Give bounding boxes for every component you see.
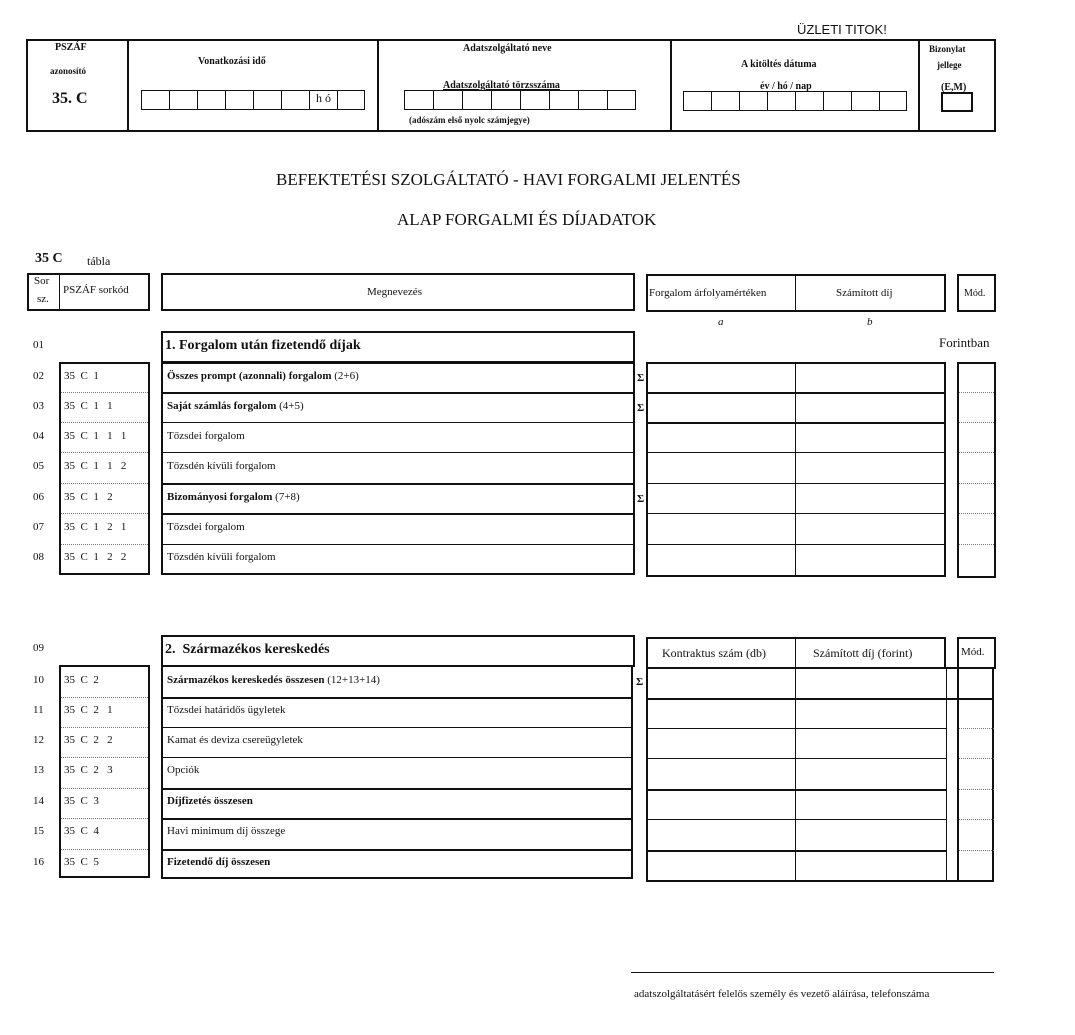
signature-label: adatszolgáltatásért felelős személy és vezető aláírása, telefonszáma — [634, 988, 930, 1000]
s2-line — [646, 819, 946, 820]
sigma-icon: Σ — [637, 372, 645, 384]
header-divider-3 — [670, 40, 672, 131]
col-sorkod: PSZÁF sorkód — [63, 284, 129, 296]
s2-line — [646, 789, 946, 791]
fill-date-label: A kitöltés dátuma — [741, 59, 817, 70]
unit-label: Forintban — [939, 335, 990, 350]
s1-code-dots — [61, 513, 148, 514]
row-code: 35 C 3 — [64, 795, 99, 807]
row-name: Opciók — [167, 764, 200, 776]
row-code: 35 C 1 2 1 — [64, 521, 127, 533]
signature-line — [631, 972, 994, 973]
s1-mod-frame — [957, 362, 996, 578]
s2-line — [161, 727, 633, 728]
provider-reg-field[interactable] — [404, 90, 636, 110]
s2-mod-dots — [959, 789, 994, 790]
s2-col-a: Kontraktus szám (db) — [662, 646, 766, 660]
row-name: Tőzsdei forgalom — [167, 430, 245, 442]
sigma-icon: Σ — [637, 402, 645, 414]
row-no: 11 — [33, 704, 44, 716]
col-a: Forgalom árfolyamértéken — [649, 287, 767, 299]
sigma-icon: Σ — [637, 493, 645, 505]
row-no-09: 09 — [33, 642, 44, 654]
provider-name-label: Adatszolgáltató neve — [463, 43, 552, 54]
doc-type-field[interactable] — [941, 92, 973, 112]
col-mod: Mód. — [964, 288, 986, 299]
row-code: 35 C 1 2 2 — [64, 551, 127, 563]
row-no: 13 — [33, 764, 44, 776]
row-no: 16 — [33, 856, 44, 868]
s2-line — [161, 849, 633, 851]
row-name: Bizományosi forgalom (7+8) — [167, 491, 300, 503]
row-code: 35 C 5 — [64, 856, 99, 868]
s1-mod-dots — [959, 422, 994, 423]
s2-col-head-divider — [795, 637, 796, 669]
fill-date-field[interactable] — [683, 91, 907, 111]
s2-mod-dots — [959, 728, 994, 729]
fill-date-format: év / hó / nap — [760, 81, 812, 92]
row-no: 03 — [33, 400, 44, 412]
row-code: 35 C 1 1 — [64, 400, 113, 412]
pszaf-sub: azonosító — [50, 66, 86, 76]
header-divider-1 — [127, 40, 129, 131]
s1-line — [161, 513, 635, 515]
table-code-suffix: tábla — [87, 254, 111, 268]
s2-code-dots — [61, 788, 148, 789]
sigma-icon: Σ — [636, 676, 644, 688]
row-code: 35 C 2 2 — [64, 734, 113, 746]
row-no: 10 — [33, 674, 44, 686]
s1-line — [161, 452, 635, 453]
s2-code-dots — [61, 697, 148, 698]
s1-line — [646, 544, 946, 545]
col-megnevezes: Megnevezés — [367, 286, 422, 298]
provider-reg-note: (adószám első nyolc számjegye) — [409, 115, 530, 125]
s2-code-dots — [61, 818, 148, 819]
header-divider-2 — [377, 40, 379, 131]
row-code: 35 C 1 1 1 — [64, 430, 127, 442]
row-name: Tőzsdén kívüli forgalom — [167, 551, 276, 563]
section1-title: 1. Forgalom után fizetendő díjak — [165, 338, 361, 353]
row-name: Tőzsdei határidős ügyletek — [167, 704, 286, 716]
s1-line — [646, 392, 946, 394]
s2-code-dots — [61, 757, 148, 758]
col-head-values-divider — [795, 274, 796, 312]
col-head-left-divider — [59, 273, 60, 311]
row-no: 14 — [33, 795, 44, 807]
col-sor2: sz. — [37, 293, 49, 305]
row-name: Tőzsdei forgalom — [167, 521, 245, 533]
pszaf-label: PSZÁF — [55, 42, 87, 53]
s1-line — [161, 483, 635, 485]
row-name: Díjfizetés összesen — [167, 795, 253, 807]
s1-mod-dots — [959, 452, 994, 453]
header-divider-4 — [918, 40, 920, 131]
table-code: 35 C — [35, 251, 63, 266]
s2-line — [161, 788, 633, 790]
row-name: Fizetendő díj összesen — [167, 856, 271, 868]
s2-line — [646, 850, 946, 852]
s1-mod-dots — [959, 513, 994, 514]
provider-reg-label: Adatszolgáltató törzsszáma — [443, 80, 560, 91]
row-name: Összes prompt (azonnali) forgalom (2+6) — [167, 370, 359, 382]
s1-line — [161, 544, 635, 545]
row-no: 02 — [33, 370, 44, 382]
col-sor: Sor — [34, 275, 50, 287]
row-name: Tőzsdén kívüli forgalom — [167, 460, 276, 472]
confidential-label: ÜZLETI TITOK! — [797, 22, 887, 37]
s2-line — [161, 697, 633, 699]
s1-mod-dots — [959, 544, 994, 545]
row-code: 35 C 1 — [64, 370, 99, 382]
letter-a: a — [718, 316, 724, 328]
s1-line — [646, 452, 946, 453]
s2-line — [646, 698, 994, 700]
s1-code-dots — [61, 392, 148, 393]
row-name: Saját számlás forgalom (4+5) — [167, 400, 304, 412]
page-title: BEFEKTETÉSI SZOLGÁLTATÓ - HAVI FORGALMI JELENTÉS — [276, 170, 741, 189]
s1-mod-dots — [959, 483, 994, 484]
s2-line — [646, 758, 946, 759]
s2-col-mod: Mód. — [961, 646, 985, 658]
doc-type-label2: jellege — [937, 60, 962, 70]
row-no: 15 — [33, 825, 44, 837]
letter-b: b — [867, 316, 873, 328]
s1-line — [646, 422, 946, 424]
period-label: Vonatkozási idő — [198, 56, 266, 67]
row-no: 08 — [33, 551, 44, 563]
s2-code-dots — [61, 727, 148, 728]
row-no: 04 — [33, 430, 44, 442]
row-code: 35 C 4 — [64, 825, 99, 837]
s1-line — [646, 483, 946, 484]
row-no-01: 01 — [33, 339, 44, 351]
s1-code-dots — [61, 422, 148, 423]
s2-code-dots — [61, 849, 148, 850]
doc-type-values: (E,M) — [941, 82, 967, 93]
col-b: Számított díj — [836, 287, 893, 299]
row-code: 35 C 2 1 — [64, 704, 113, 716]
row-code: 35 C 2 — [64, 674, 99, 686]
s2-mod-dots — [959, 850, 994, 851]
s1-line — [161, 392, 635, 394]
row-no: 05 — [33, 460, 44, 472]
s2-mod-dots — [959, 758, 994, 759]
section2-title: 2. Származékos kereskedés — [165, 642, 330, 657]
row-code: 35 C 2 3 — [64, 764, 113, 776]
s2-mod-dots — [959, 819, 994, 820]
s2-col-b: Számított díj (forint) — [813, 646, 913, 660]
row-no: 07 — [33, 521, 44, 533]
s2-line — [161, 818, 633, 820]
row-code: 35 C 1 2 — [64, 491, 113, 503]
pszaf-code: 35. C — [52, 90, 88, 107]
page-subtitle: ALAP FORGALMI ÉS DÍJADATOK — [397, 210, 657, 229]
row-no: 12 — [33, 734, 44, 746]
s1-mod-dots — [959, 392, 994, 393]
row-code: 35 C 1 1 2 — [64, 460, 127, 472]
period-field[interactable] — [141, 90, 365, 110]
s1-code-dots — [61, 452, 148, 453]
row-name: Havi minimum díj összege — [167, 825, 286, 837]
doc-type-label: Bizonylat — [929, 44, 966, 54]
s1-line — [646, 513, 946, 514]
s2-line — [161, 757, 633, 758]
period-suffix: h ó — [309, 90, 337, 110]
row-no: 06 — [33, 491, 44, 503]
s2-line — [646, 728, 946, 729]
s1-code-dots — [61, 544, 148, 545]
s1-code-dots — [61, 483, 148, 484]
s1-line — [161, 422, 635, 423]
row-name: Kamat és deviza csereügyletek — [167, 734, 303, 746]
row-name: Származékos kereskedés összesen (12+13+14) — [167, 674, 380, 686]
